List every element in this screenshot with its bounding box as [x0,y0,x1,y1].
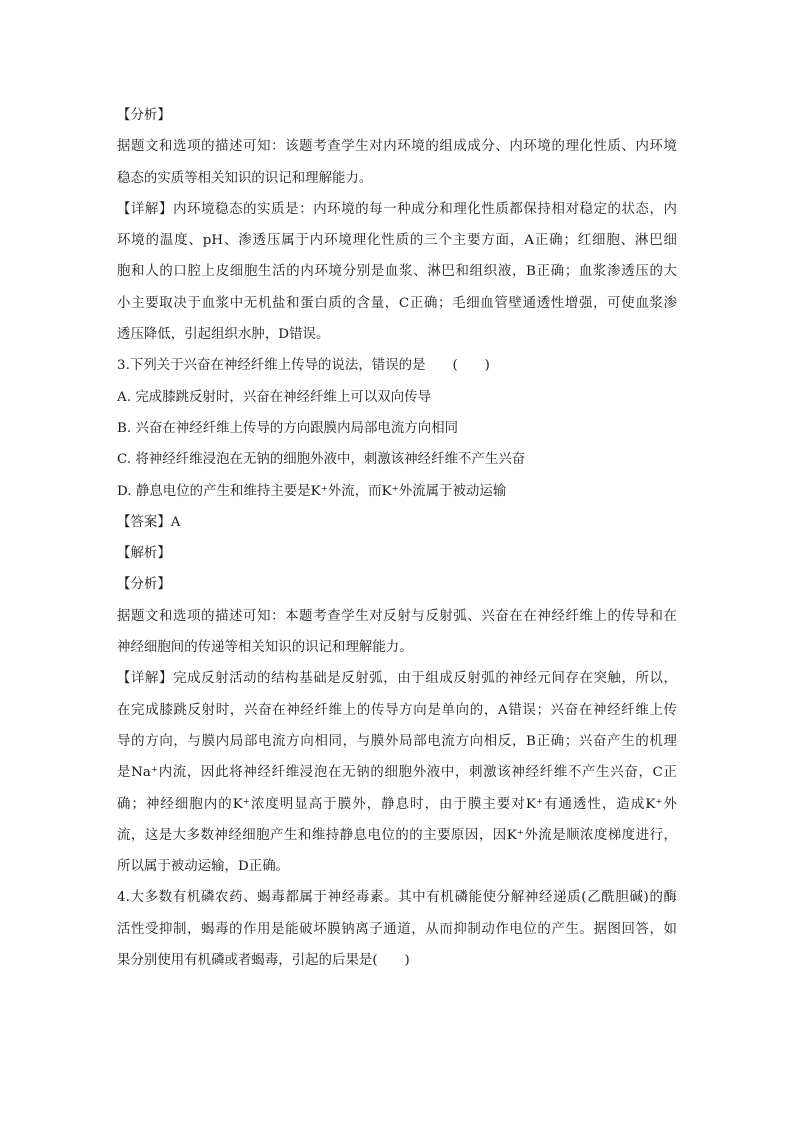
option-b: B. 兴奋在神经纤维上传导的方向跟膜内局部电流方向相同 [117,420,459,436]
detail-line [117,194,677,225]
detail-line: 导的方向，与膜内局部电流方向相同，与膜外局部电流方向相反，B正确；兴奋产生的机理 [117,733,677,749]
question-stem: 果分别使用有机磷或者蝎毒，引起的后果是( ) [117,953,410,969]
detail-line: 透压降低，引起组织水肿，D错误。 [117,327,330,343]
detail-label: 【详解】 [117,671,174,687]
detail-line [117,663,677,694]
answer: 【答案】A [117,514,181,530]
analysis-line: 据题文和选项的描述可知：该题考查学生对内环境的组成成分、内环境的理化性质、内环境 [117,139,677,155]
analysis-heading: 【分析】 [117,577,171,593]
detail-text: 完成反射活动的结构基础是反射弧，由于组成反射弧的神经元间存在突触，所以， [173,671,678,687]
option-c: C. 将神经纤维浸泡在无钠的细胞外液中，刺激该神经纤维不产生兴奋 [117,452,526,468]
detail-line: 是Na⁺内流，因此将神经纤维浸泡在无钠的细胞外液中，刺激该神经纤维不产生兴奋，C正 [117,765,677,781]
detail-line: 流，这是大多数神经细胞产生和维持静息电位的的主要原因，因K⁺外流是顺浓度梯度进行， [117,827,677,843]
option-d: D. 静息电位的产生和维持主要是K⁺外流，而K⁺外流属于被动运输 [117,483,507,499]
detail-line: 所以属于被动运输，D正确。 [117,859,290,875]
analysis-line: 稳态的实质等相关知识的识记和理解能力。 [117,170,373,186]
question-stem: 活性受抑制，蝎毒的作用是能破坏膜钠离子通道，从而抑制动作电位的产生。据图回答，如 [117,921,677,937]
option-a: A. 完成膝跳反射时，兴奋在神经纤维上可以双向传导 [117,389,432,405]
detail-line: 胞和人的口腔上皮细胞生活的内环境分别是血浆、淋巴和组织液，B正确；血浆渗透压的大 [117,264,677,280]
detail-line: 在完成膝跳反射时，兴奋在神经纤维上的传导方向是单向的，A错误；兴奋在神经纤维上传 [117,702,677,718]
detail-line: 确；神经细胞内的K⁺浓度明显高于膜外，静息时，由于膜主要对K⁺有通透性，造成K⁺外 [117,796,677,812]
detail-label: 【详解】 [117,201,174,217]
question-stem: 4.大多数有机磷农药、蝎毒都属于神经毒素。其中有机磷能使分解神经递质(乙酰胆碱)的酶 [117,890,677,906]
detail-text: 内环境稳态的实质是：内环境的每一种成分和理化性质都保持相对稳定的状态，内 [173,201,678,217]
jiexi-heading: 【解析】 [117,546,171,562]
analysis-line: 神经细胞间的传递等相关知识的识记和理解能力。 [117,640,413,656]
document-page [117,100,677,976]
detail-line: 小主要取决于血浆中无机盐和蛋白质的含量，C正确；毛细血管壁通透性增强，可使血浆渗 [117,295,677,311]
analysis-heading: 【分析】 [117,108,171,123]
question-stem: 3.下列关于兴奋在神经纤维上传导的说法，错误的是 ( ) [117,358,490,374]
detail-line: 环境的温度、pH、渗透压属于内环境理化性质的三个主要方面，A正确；红细胞、淋巴细 [117,233,677,249]
analysis-line: 据题文和选项的描述可知：本题考查学生对反射与反射弧、兴奋在在神经纤维上的传导和在 [117,608,677,624]
